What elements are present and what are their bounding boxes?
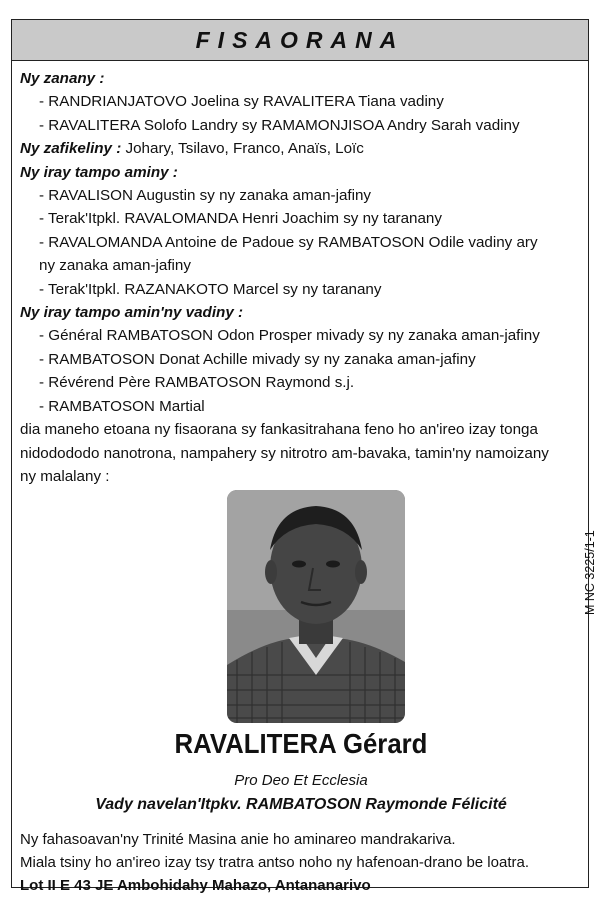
notice-title: FISAORANA [12,20,588,61]
thanks-paragraph-line: nidodododo nanotrona, nampahery sy nitrotro am-bavaka, tamin'ny namoizany [20,444,549,462]
notice-frame [11,19,597,894]
portrait-photo [227,490,405,723]
list-item: - RAVALOMANDA Antoine de Padoue sy RAMBATOSON Odile vadiny ary [39,233,538,251]
siblings-heading: Ny iray tampo aminy : [20,163,178,181]
reference-code: M NC 3225/1-1 [583,530,597,615]
spouse-line: Vady navelan'Itpkv. RAMBATOSON Raymonde Félicité [95,796,507,813]
list-item: - RAVALITERA Solofo Landry sy RAMAMONJISOA Andry Sarah vadiny [39,116,520,134]
children-heading: Ny zanany : [20,70,105,87]
list-item: - RAMBATOSON Donat Achille mivady sy ny zanaka aman-jafiny [39,350,476,368]
apology-line: Miala tsiny ho an'ireo izay tsy tratra antso noho ny hafenoan-drano be loatra. [20,854,529,871]
address: Lot II E 43 JE Ambohidahy Mahazo, Antananarivo [20,877,371,894]
list-item-continuation: ny zanaka aman-jafiny [39,257,191,275]
thanks-paragraph-line: ny malalany : [20,467,110,485]
notice-footer [20,828,585,897]
grandchildren-names: Johary, Tsilavo, Franco, Anaïs, Loïc [121,140,364,158]
motto: Pro Deo Et Ecclesia [234,772,368,789]
spouse-siblings-heading: Ny iray tampo amin'ny vadiny : [20,304,244,322]
list-item: - Révérend Père RAMBATOSON Raymond s.j. [39,374,355,392]
list-item: - RAMBATOSON Martial [39,397,205,415]
list-item: - RANDRIANJATOVO Joelina sy RAVALITERA Tiana vadiny [39,93,444,111]
list-item: - Général RAMBATOSON Odon Prosper mivady sy ny zanaka aman-jafiny [39,327,540,345]
grandchildren-line [20,137,585,160]
notice-body [20,67,585,488]
deceased-name: RAVALITERA Gérard [174,728,428,759]
list-item: - RAVALISON Augustin sy ny zanaka aman-jafiny [39,187,372,205]
grandchildren-heading: Ny zafikeliny : [20,140,122,158]
thanks-paragraph-line: dia maneho etoana ny fisaorana sy fankasitrahana feno ho an'ireo izay tonga [20,421,538,439]
list-item: - Terak'Itpkl. RAVALOMANDA Henri Joachim sy ny taranany [39,210,442,228]
blessing-line: Ny fahasoavan'ny Trinité Masina anie ho aminareo mandrakariva. [20,831,456,848]
list-item: - Terak'Itpkl. RAZANAKOTO Marcel sy ny taranany [39,280,382,298]
